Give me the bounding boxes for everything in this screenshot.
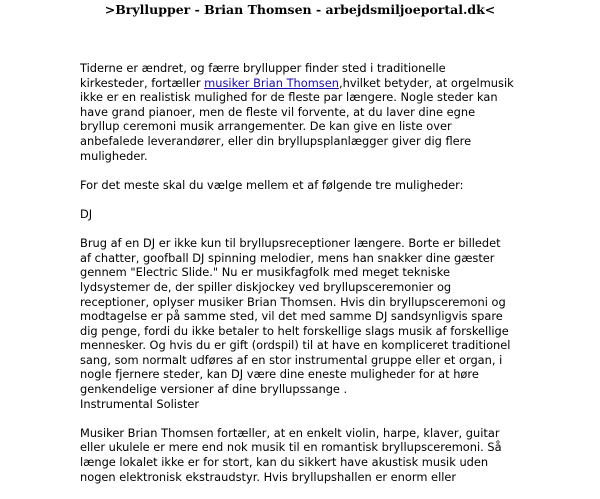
intro-line: muligheder. xyxy=(80,148,148,163)
dj-line: nogle fjernere steder, kan DJ være dine eneste muligheder for at høre xyxy=(80,367,479,382)
musician-link[interactable]: musiker Brian Thomsen xyxy=(204,75,339,90)
instrumental-line: længe lokalet ikke er for stort, kan du sikkert have akustisk musik uden xyxy=(80,455,489,470)
choice-paragraph: For det meste skal du vælge mellem et af følgende tre muligheder: xyxy=(80,177,464,192)
intro-line: have grand pianoer, men de fleste vil forvente, at du laver dine egne xyxy=(80,104,476,119)
instrumental-heading: Instrumental Solister xyxy=(80,396,200,411)
dj-line: Brug af en DJ er ikke kun til bryllupsreceptioner længere. Borte er billedet xyxy=(80,236,501,251)
instrumental-line: nogen elektronisk ekstraudstyr. Hvis bryllupshallen er enorm eller xyxy=(80,469,457,484)
dj-heading: DJ xyxy=(80,206,93,221)
dj-line: dig penge, fordi du ikke betaler to helt forskellige slags musik af forskellige xyxy=(80,323,509,338)
dj-paragraph xyxy=(80,236,520,397)
intro-line: anbefalede leverandører, eller din bryllupsplanlægger giver dig flere xyxy=(80,133,472,148)
dj-line: lydsystemer de, der spiller diskjockey ved bryllupsceremonier og xyxy=(80,279,452,294)
article-body xyxy=(80,61,520,499)
dj-line: sang, som normalt udføres af en stor instrumental gruppe eller et organ, i xyxy=(80,352,503,367)
dj-line: genkendelige versioner af dine bryllupssange . xyxy=(80,382,348,397)
instrumental-line: eller ukulele er mere end nok musik til en romantisk bryllupsceremoni. Så xyxy=(80,440,502,455)
instrumental-paragraph xyxy=(80,426,520,484)
instrumental-line: Musiker Brian Thomsen fortæller, at en enkelt violin, harpe, klaver, guitar xyxy=(80,425,500,440)
intro-line: Tiderne er ændret, og færre bryllupper finder sted i traditionelle xyxy=(80,61,446,75)
dj-line: af chatter, goofball DJ spinning melodier, mens han snakker dine gæster xyxy=(80,250,495,265)
dj-line: receptioner, oplyser musiker Brian Thomsen. Hvis din bryllupsceremoni og xyxy=(80,294,506,309)
intro-line-text: kirkesteder, fortæller xyxy=(80,75,205,90)
intro-paragraph xyxy=(80,61,520,163)
page-title: >Bryllupper - Brian Thomsen - arbejdsmiljoeportal.dk< xyxy=(104,2,496,17)
intro-line-text: ,hvilket betyder, at orgelmusik xyxy=(338,75,514,90)
dj-line: modtagelse er på samme sted, vil det med samme DJ sandsynligvis spare xyxy=(80,309,503,324)
intro-line xyxy=(80,76,520,91)
intro-line: bryllup ceremoni musik arrangementer. De kan give en liste over xyxy=(80,119,452,134)
dj-line: gennem "Electric Slide." Nu er musikfagfolk med meget tekniske xyxy=(80,265,450,280)
intro-line: ikke er en realistisk mulighed for de fleste par længere. Nogle steder kan xyxy=(80,90,498,105)
dj-line: mennesker. Og hvis du er gift (ordspil) til at have en kompliceret traditionel xyxy=(80,338,511,353)
